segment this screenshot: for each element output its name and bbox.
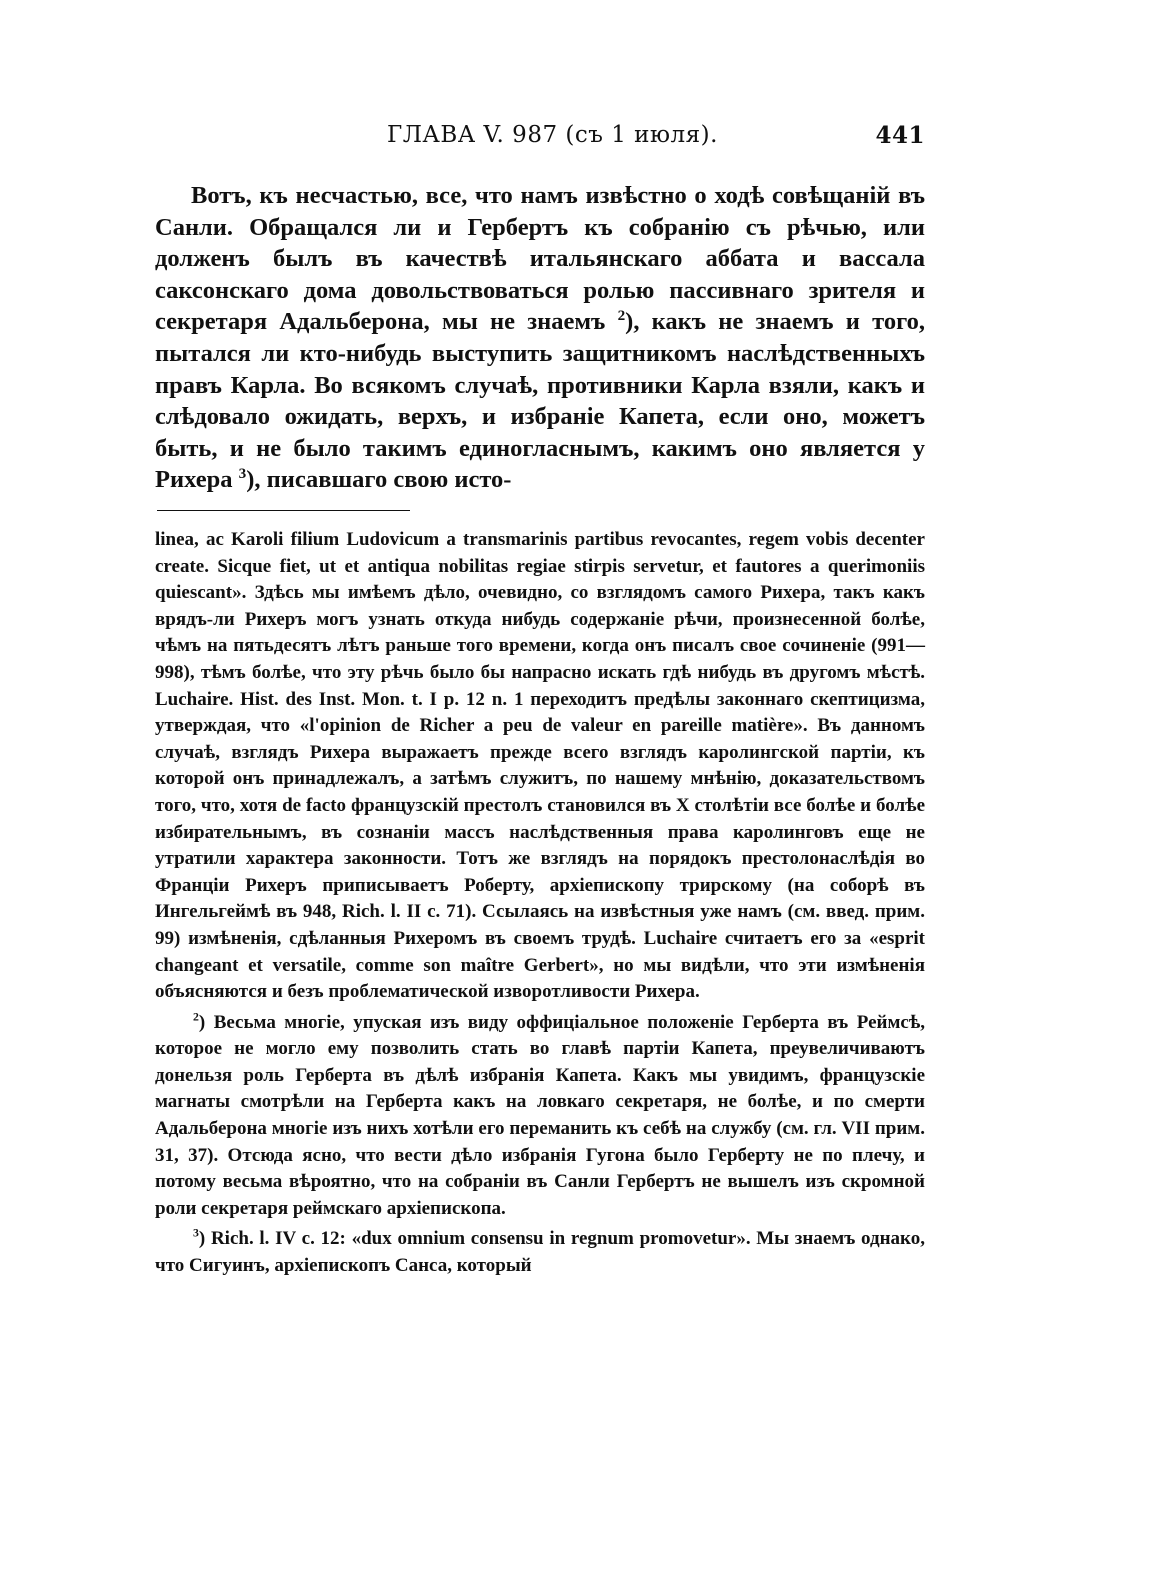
page-header [155, 122, 925, 152]
main-text-part2: ), какъ не знаемъ и того, пытался ли кто-нибудь выступить защитникомъ наслѣдственныхъ правъ Карла. Во всякомъ случаѣ, противники Карла взяли, какъ и слѣдовало ожидать, верхъ, и избраніе Капета, если оно, можетъ быть, и не было такимъ единогласнымъ, какимъ оно является у Рихера [155, 308, 925, 494]
footnotes [155, 527, 925, 1280]
footnote-2-mark: 2 [193, 1010, 199, 1024]
footnote-3-text: ) Rich. l. IV c. 12: «dux omnium consensu in regnum promovetur». Мы знаемъ однако, что Сигуинъ, архіепископъ Санса, который [155, 1228, 925, 1277]
main-text-part3: ), писавшаго свою исто- [246, 466, 512, 494]
main-text [155, 180, 925, 496]
footnote-continuation: linea, ac Karoli filium Ludovicum a transmarinis partibus revocantes, regem vobis decenter create. Sicque fiet, ut et antiqua nobilitas regiae stirpis servetur, et fautores a querimoniis quiescant». Здѣсь мы имѣемъ дѣло, очевидно, со взглядомъ самого Рихера, такъ какъ врядъ-ли Рихеръ могъ узнать откуда нибудь содержаніе рѣчи, произнесенной болѣе, чѣмъ на пятьдесятъ лѣтъ раньше того времени, когда онъ писалъ свое сочиненіе (991—998), тѣмъ болѣе, что эту рѣчь было бы напрасно искать гдѣ нибудь въ другомъ мѣстѣ. Luchaire. Hist. des Inst. Mon. t. I p. 12 n. 1 переходитъ предѣлы законнаго скептицизма, утверждая, что «l'opinion de Richer a peu de valeur en pareille matière». Въ данномъ случаѣ, взглядъ Рихера выражаетъ прежде всего взглядъ каролингской партіи, къ которой онъ принадлежалъ, а затѣмъ служитъ, по нашему мнѣнію, доказательствомъ того, что, хотя de facto французскій престолъ становился въ X столѣтіи все болѣе и болѣе избирательнымъ, въ сознаніи массъ наслѣдственныя права каролинговъ еще не утратили характера законности. Тотъ же взглядъ на порядокъ престолонаслѣдія во Франціи Рихеръ приписываетъ Роберту, архіепископу трирскому (на соборѣ въ Ингельгеймѣ въ 948, Rich. l. II c. 71). Ссылаясь на извѣстныя уже намъ (см. введ. прим. 99) измѣненія, сдѣланныя Рихеромъ въ своемъ трудѣ. Luchaire считаетъ его за «esprit changeant et versatile, comme son maître Gerbert», но мы видѣли, что эти измѣненія объясняются и безъ проблематической изворотливости Рихера. [155, 529, 925, 1003]
footnote-ref-2: 2 [617, 307, 626, 325]
main-paragraph [155, 180, 925, 496]
footnote-2-text: ) Весьма многіе, упуская изъ виду оффиціальное положеніе Герберта въ Реймсѣ, которое не могло ему позволить стать во главѣ партіи Капета, преувеличиваютъ донельзя роль Герберта въ дѣлѣ избранія Капета. Какъ мы увидимъ, французскіе магнаты смотрѣли на Герберта какъ на ловкаго секретаря, не болѣе, и по смерти Адальберона многіе изъ нихъ хотѣли его переманить къ себѣ на службу (см. гл. VII прим. 31, 37). Отсюда ясно, что вести дѣло избранія Гугона было Герберту не по плечу, и потому весьма вѣроятно, что на собраніи въ Санли Гербертъ не вышелъ изъ скромной роли секретаря реймскаго архіепископа. [155, 1011, 925, 1219]
footnote-2 [155, 1010, 925, 1223]
footnote-3 [155, 1226, 925, 1279]
footnote-3-mark: 3 [193, 1227, 199, 1241]
main-text-part1: Вотъ, къ несчастью, все, что намъ извѣстно о ходѣ совѣщаній въ Санли. Обращался ли и Гербертъ къ собранію съ рѣчью, или долженъ былъ въ качествѣ итальянскаго аббата и вассала саксонскаго дома довольствоваться ролью пассивнаго зрителя и секретаря Адальберона, мы не знаемъ [155, 182, 925, 336]
footnote-separator [157, 510, 410, 511]
page-number: 441 [875, 122, 925, 149]
running-head: ГЛАВА V. 987 (съ 1 июля). [387, 122, 718, 148]
footnote-ref-3: 3 [238, 465, 247, 483]
